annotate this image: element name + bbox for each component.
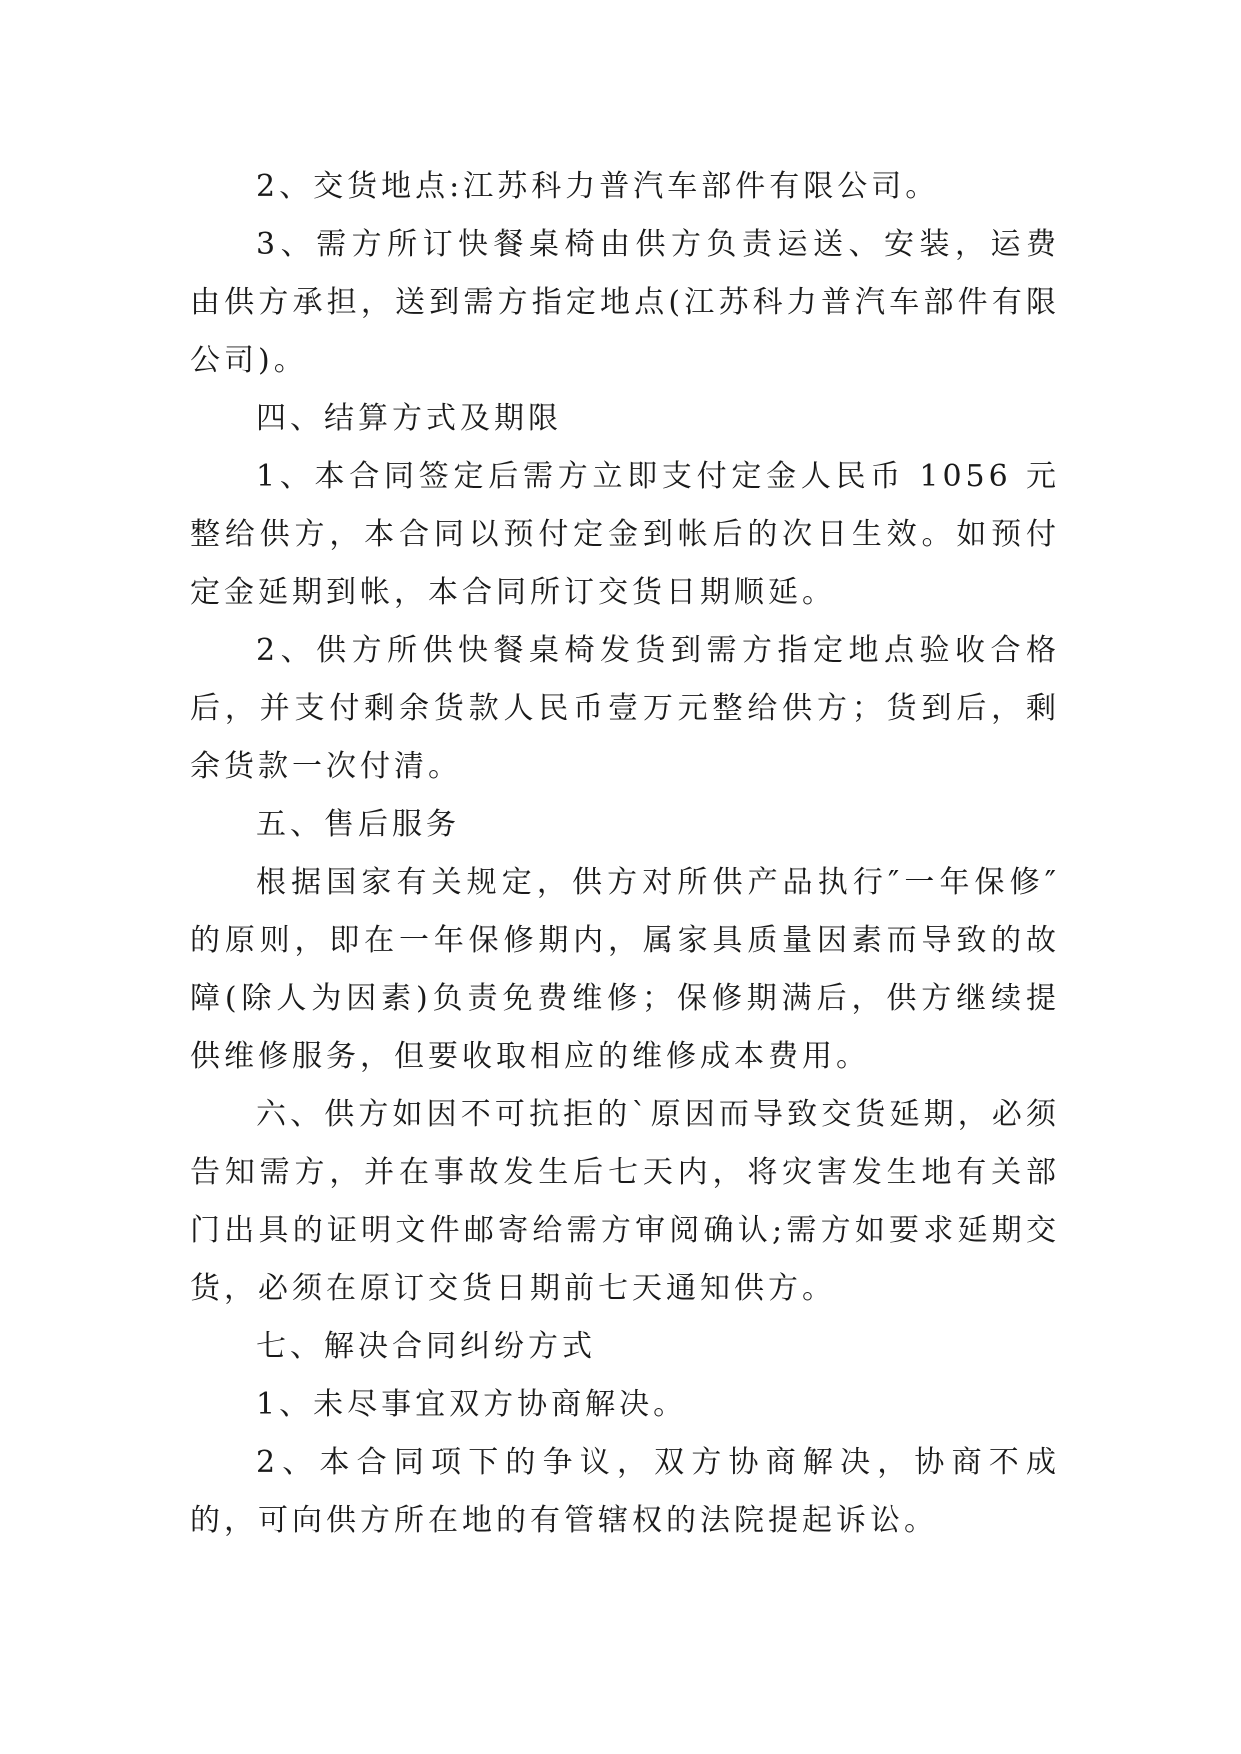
clause-warranty: 根据国家有关规定，供方对所供产品执行″一年保修″的原则，即在一年保修期内，属家具质量因素而导致的故障(除人为因素)负责免费维修；保修期满后，供方继续提供维修服务，但要收取相应的维修成本费用。 (190, 865, 1060, 1074)
section-heading-dispute: 七、解决合同纠纷方式 (256, 1329, 596, 1364)
clause-delivery-transport: 3、需方所订快餐桌椅由供方负责运送、安装，运费由供方承担，送到需方指定地点(江苏科力普汽车部件有限公司)。 (190, 227, 1060, 378)
contract-body (190, 158, 1060, 1550)
section-heading-settlement: 四、结算方式及期限 (256, 401, 562, 436)
section-heading-after-sales: 五、售后服务 (256, 807, 460, 842)
clause-litigation: 2、本合同项下的争议，双方协商解决，协商不成的，可向供方所在地的有管辖权的法院提起诉讼。 (190, 1445, 1060, 1538)
clause-deposit: 1、本合同签定后需方立即支付定金人民币 1056 元整给供方，本合同以预付定金到帐后的次日生效。如预付定金延期到帐，本合同所订交货日期顺延。 (190, 459, 1060, 610)
clause-balance-payment: 2、供方所供快餐桌椅发货到需方指定地点验收合格后，并支付剩余货款人民币壹万元整给供方；货到后，剩余货款一次付清。 (190, 633, 1060, 784)
clause-force-majeure: 六、供方如因不可抗拒的`原因而导致交货延期，必须告知需方，并在事故发生后七天内，将灾害发生地有关部门出具的证明文件邮寄给需方审阅确认;需方如要求延期交货，必须在原订交货日期前七天通知供方。 (190, 1097, 1060, 1306)
clause-negotiation: 1、未尽事宜双方协商解决。 (256, 1387, 688, 1422)
clause-delivery-location: 2、交货地点:江苏科力普汽车部件有限公司。 (256, 169, 940, 204)
